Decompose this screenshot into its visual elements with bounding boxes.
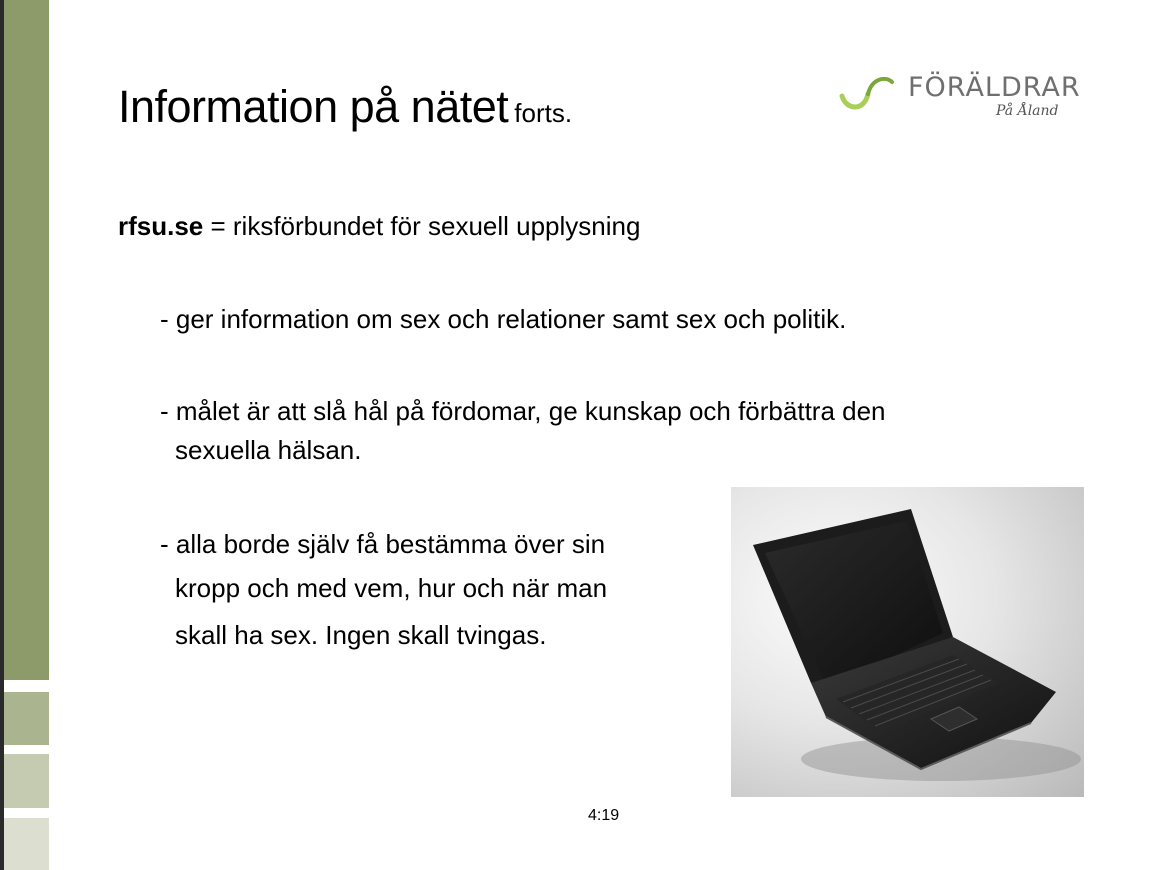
slide-title-suffix: forts. [514, 98, 573, 128]
bullet-1-line-1: - ger information om sex och relationer samt sex och politik. [160, 304, 847, 334]
left-bar-segment-4 [4, 818, 49, 870]
logo-subtext: På Åland [996, 103, 1059, 119]
bullet-2-line-1: - målet är att slå hål på fördomar, ge kunskap och förbättra den [160, 396, 886, 426]
laptop-icon [731, 487, 1084, 797]
left-bar-segment-1 [4, 0, 49, 680]
bullet-3-line-2: kropp och med vem, hur och när man [175, 573, 608, 603]
bullet-2-line-2: sexuella hälsan. [175, 435, 362, 465]
left-bar-segment-2 [4, 692, 49, 745]
logo-text: FÖRÄLDRAR [908, 72, 1081, 103]
intro-line [118, 213, 640, 239]
intro-site-name: rfsu.se [118, 211, 204, 241]
left-bar-segment-3 [4, 754, 49, 808]
intro-description: = riksförbundet för sexuell upplysning [203, 211, 641, 241]
bullet-3-line-1: - alla borde själv få bestämma över sin [160, 529, 606, 559]
swoosh-icon [838, 70, 898, 115]
laptop-photo [731, 487, 1084, 797]
foraldrar-logo [838, 70, 1098, 130]
bullet-3-line-3: skall ha sex. Ingen skall tvingas. [175, 620, 547, 650]
slide-title [118, 81, 573, 132]
left-decorative-bar [0, 0, 50, 870]
slide-title-main: Information på nätet [118, 81, 509, 132]
page-number: 4:19 [588, 807, 620, 824]
